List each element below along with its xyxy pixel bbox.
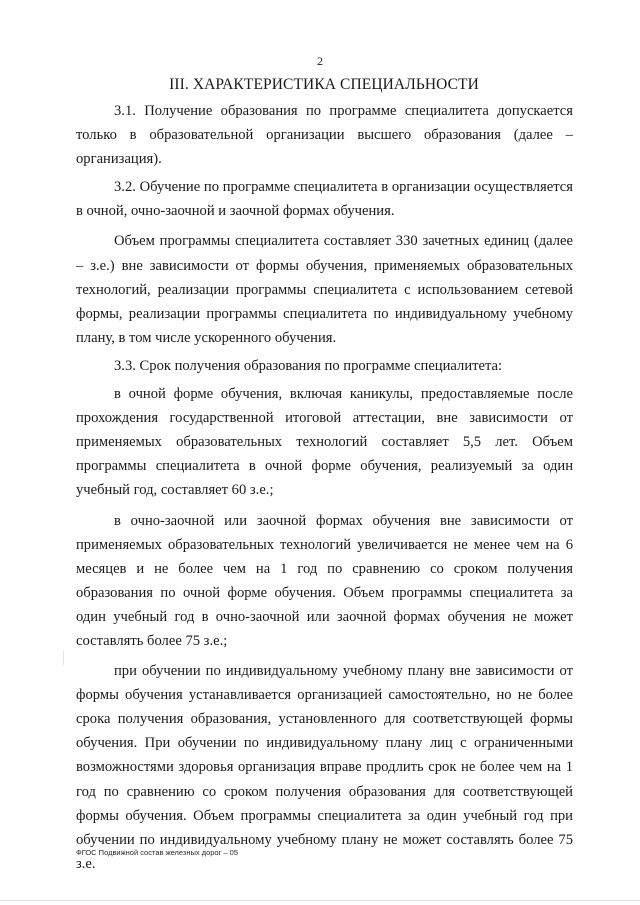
paragraph-individual-plan: при обучении по индивидуальному учебному плану вне зависимости от формы обучения устанавливается организацией самостоятельно, но не более срока получения образования, установленного для соответствующей формы обучения. При обучении по индивидуальному плану лиц с ограниченными возможностями здоровья организация вправе продлить срок не более чем на 1 год по сравнению со сроком получения образования для соответствующей формы обучения. Объем программы специалитета за один учебный год при обучении по индивидуальному учебному плану не может составлять более 75 з.е. bbox=[76, 663, 573, 872]
paragraph-3-3: 3.3. Срок получения образования по программе специалитета: bbox=[114, 357, 503, 374]
scan-edge bbox=[0, 900, 640, 901]
document-footer: ФГОС Подвижной состав железных дорог – 05 bbox=[76, 848, 239, 857]
page-number: 2 bbox=[317, 54, 323, 68]
paragraph-part-time: в очно-заочной или заочной формах обучения вне зависимости от применяемых образовательных технологий увеличивается не менее чем на 6 месяцев и не более чем на 1 год по сравнению со сроком получения образования по очной форме обучения. Объем программы специалитета за один учебный год в очно-заочной или заочной формах обучения не может составлять более 75 з.е.; bbox=[76, 512, 573, 649]
scan-speck bbox=[63, 651, 64, 665]
paragraph-3-2: 3.2. Обучение по программе специалитета в организации осуществляется в очной, очно-заочной и заочной формах обучения. bbox=[76, 179, 573, 220]
section-title: III. ХАРАКТЕРИСТИКА СПЕЦИАЛЬНОСТИ bbox=[169, 76, 479, 93]
body-text bbox=[76, 99, 573, 876]
paragraph-3-1: 3.1. Получение образования по программе специалитета допускается только в образовательной организации высшего образования (далее – организация). bbox=[76, 103, 573, 168]
paragraph-full-time: в очной форме обучения, включая каникулы, предоставляемые после прохождения государственной итоговой аттестации, вне зависимости от применяемых образовательных технологий составляет 5,5 лет. Объем программы специалитета в очной форме обучения, реализуемый за один учебный год, составляет 60 з.е.; bbox=[76, 386, 573, 499]
paragraph-program-volume: Объем программы специалитета составляет 330 зачетных единиц (далее – з.е.) вне зависимости от формы обучения, применяемых образовательных технологий, реализации программы специалитета с использованием сетевой формы, реализации программы специалитета по индивидуальному учебному плану, в том числе ускоренного обучения. bbox=[76, 233, 573, 346]
